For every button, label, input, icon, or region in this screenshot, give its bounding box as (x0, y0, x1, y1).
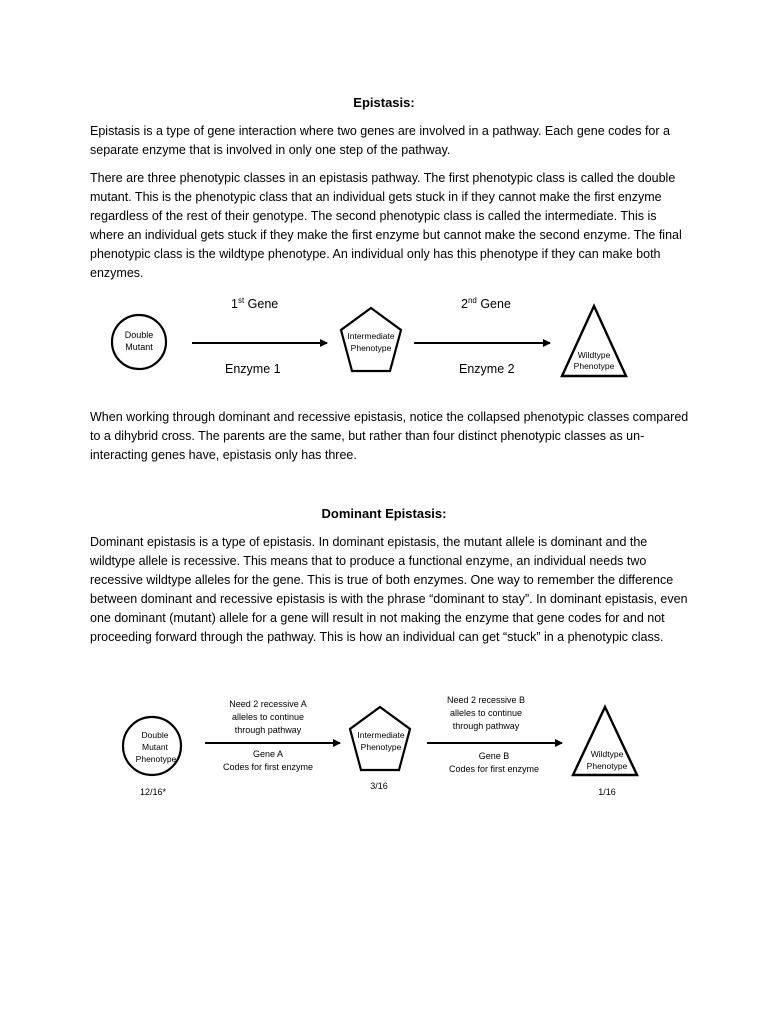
pentagon2-text-line2: Phenotype (360, 742, 402, 752)
triangle2-text-line1: Wildtype (590, 749, 624, 759)
dominant-epistasis-paragraph: Dominant epistasis is a type of epistasis. In dominant epistasis, the mutant allele is dominant and the wildtype allele is recessive. This means that to produce a functional enzyme, an individual needs two recessive wildtype alleles for the gene. This is true of both enzymes. One way to remember the difference between dominant and recessive epistasis is with the phrase “dominant to stay”. In dominant epistasis, even one dominant (mutant) allele for a gene will result in not making the enzyme that gene codes for and not proceeding forward through the pathway. This is how an individual can get “stuck” in a phenotypic class. (90, 535, 688, 644)
gene1-label: 1st Gene (231, 296, 279, 312)
page-title: Epistasis: (353, 95, 415, 110)
circle2-text-line2: Mutant (142, 742, 168, 752)
pentagon-text-line1: Intermediate (347, 331, 395, 341)
intro-paragraph: Epistasis is a type of gene interaction where two genes are involved in a pathway. Each gene codes for a separate enzyme that is involved in only one step of the pathway. (90, 124, 670, 157)
pentagon2-text-line1: Intermediate (357, 730, 405, 740)
circle-text-line1: Double (124, 330, 154, 340)
ratio-intermediate: 3/16 (370, 781, 388, 791)
pentagon-text-line2: Phenotype (350, 343, 392, 353)
circle-text-line2: Mutant (125, 342, 153, 352)
enzyme1-label: Enzyme 1 (225, 362, 281, 376)
triangle-text-line1: Wildtype (577, 350, 611, 360)
arrow-b-gene: Gene B Codes for first enzyme (448, 751, 540, 774)
ratio-double-mutant: 12/16* (139, 787, 167, 797)
arrow-a-gene: Gene A Codes for first enzyme (222, 749, 314, 772)
circle2-text-line3: Phenotype (135, 754, 177, 764)
dominant-epistasis-title: Dominant Epistasis: (321, 506, 447, 521)
arrow-b-condition: Need 2 recessive B alleles to continue through pathway (446, 695, 526, 731)
triangle2-text-line2: Phenotype (586, 761, 628, 771)
arrow-a-condition: Need 2 recessive A alleles to continue through pathway (229, 699, 307, 735)
triangle-text-line2: Phenotype (573, 361, 615, 371)
collapsed-classes-paragraph: When working through dominant and recessive epistasis, notice the collapsed phenotypic classes compared to a dihybrid cross. The parents are the same, but rather than four distinct phenotypic classes as un-interacting genes have, epistasis only has three. (90, 410, 689, 462)
circle2-text-line1: Double (141, 730, 169, 740)
phenotypic-classes-paragraph: There are three phenotypic classes in an epistasis pathway. The first phenotypic class is called the double mutant. This is the phenotypic class that an individual gets stuck in if they cannot make the first enzyme regardless of the rest of their genotype. The second phenotypic class is called the intermediate. This is where an individual gets stuck if they make the first enzyme but cannot make the second enzyme. The final phenotypic class is the wildtype phenotype. An individual only has this phenotype if they can make both enzymes. (90, 171, 682, 280)
ratio-wildtype: 1/16 (598, 787, 616, 797)
enzyme2-label: Enzyme 2 (459, 362, 515, 376)
gene2-label: 2nd Gene (461, 296, 511, 312)
